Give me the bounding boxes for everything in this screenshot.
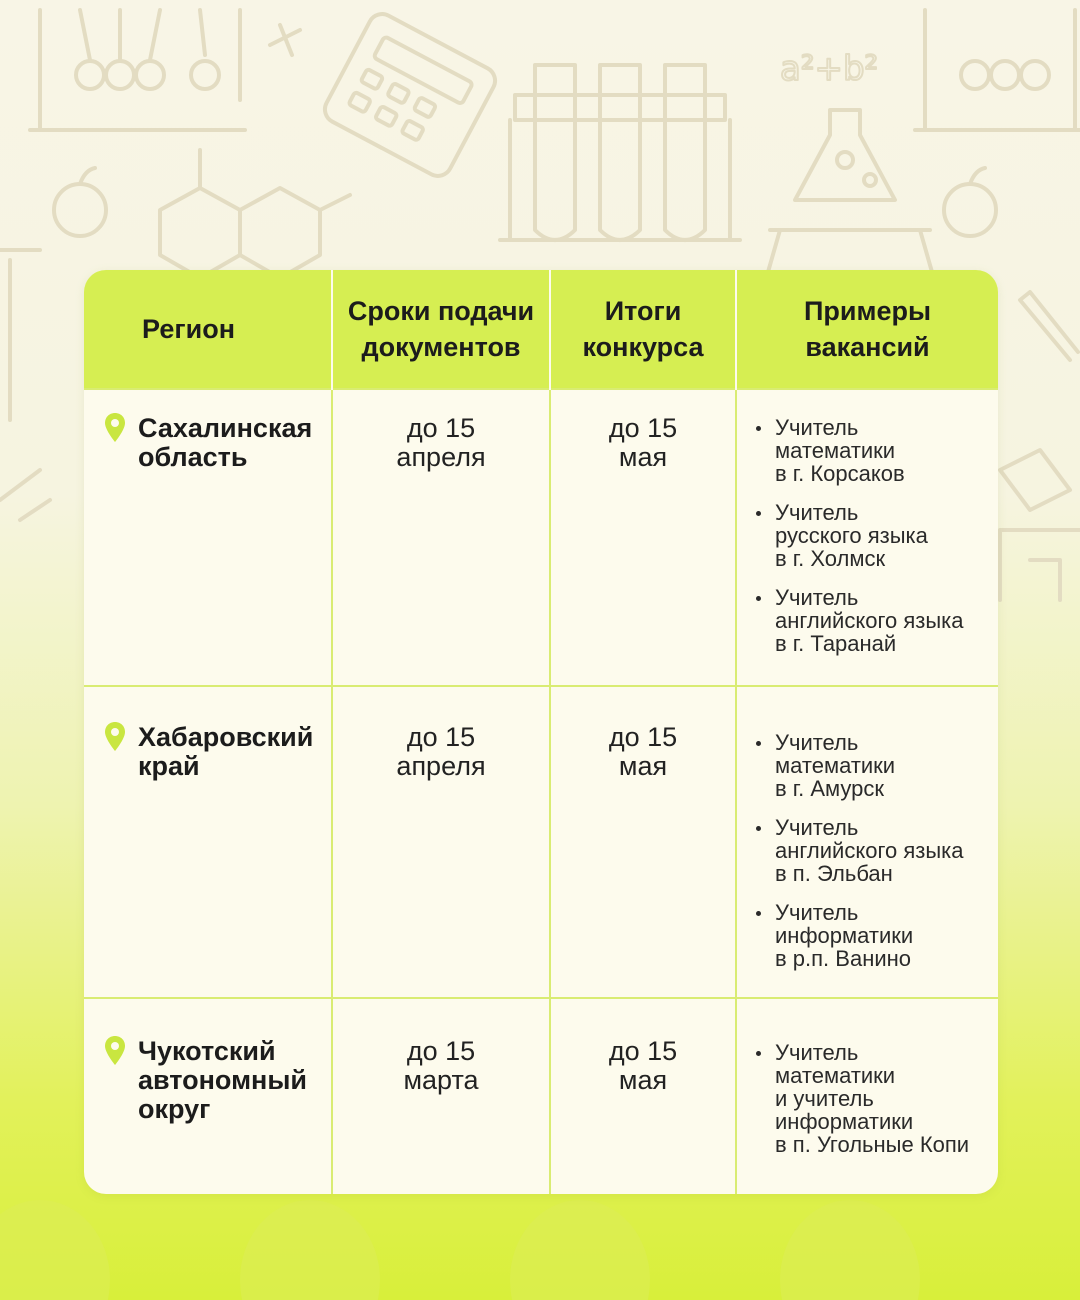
map-pin-icon [104, 1035, 126, 1067]
stand-doodle [0, 250, 50, 520]
vacancy-list [737, 390, 998, 655]
deadline-cell: до 15 марта [332, 998, 550, 1194]
region-name: Чукотский автономный округ [138, 1035, 308, 1124]
molecule-doodle [160, 150, 350, 278]
deadline-cell: до 15 апреля [332, 686, 550, 997]
vacancy-table [84, 270, 998, 1194]
vacancies-cell [736, 686, 998, 997]
newtons-cradle-doodle-right [915, 10, 1080, 130]
vacancy-table-card [84, 270, 998, 1194]
region-cell [84, 389, 332, 686]
vacancies-cell [736, 389, 998, 686]
table-row [84, 686, 998, 997]
header-deadline: Сроки подачи документов [332, 270, 550, 389]
vacancy-list [737, 999, 998, 1156]
leaf-ornament [510, 1200, 650, 1300]
deadline-cell: до 15 апреля [332, 389, 550, 686]
plus-doodle [270, 25, 300, 55]
region-name: Хабаровский край [138, 722, 314, 782]
table-header [84, 270, 998, 389]
vacancy-list [737, 687, 998, 970]
leaf-ornament [0, 1200, 110, 1300]
results-cell: до 15 мая [550, 686, 736, 997]
leaf-ornament [780, 1200, 920, 1300]
apple-doodle-left [54, 168, 106, 236]
results-cell: до 15 мая [550, 998, 736, 1194]
table-row [84, 389, 998, 686]
vacancy-item: Учитель английского языка в г. Таранай [753, 586, 998, 655]
test-tubes-doodle [500, 65, 740, 240]
vacancy-item: Учитель математики и учитель информатики в п. Угольные Копи [753, 1041, 998, 1156]
vacancy-item: Учитель математики в г. Корсаков [753, 416, 998, 485]
region-name: Сахалинская область [138, 413, 313, 472]
map-pin-icon [104, 412, 126, 444]
region-cell [84, 686, 332, 997]
vacancies-cell [736, 998, 998, 1194]
header-vacancies: Примеры вакансий [736, 270, 998, 389]
region-cell [84, 998, 332, 1194]
vacancy-item: Учитель математики в г. Амурск [753, 731, 998, 800]
map-pin-icon [104, 721, 126, 753]
apple-doodle-right [944, 168, 996, 236]
vacancy-item: Учитель английского языка в п. Эльбан [753, 816, 998, 885]
formula-doodle: a²+b² [780, 49, 879, 89]
results-cell: до 15 мая [550, 389, 736, 686]
calculator-doodle [320, 9, 500, 181]
table-row [84, 998, 998, 1194]
leaf-ornament [240, 1200, 380, 1300]
header-region: Регион [84, 270, 332, 389]
pencil-doodle [1020, 292, 1078, 360]
newtons-cradle-doodle-left [30, 10, 245, 130]
vacancy-item: Учитель русского языка в г. Холмск [753, 501, 998, 570]
header-results: Итоги конкурса [550, 270, 736, 389]
lab-doodle-right [1000, 450, 1080, 600]
vacancy-item: Учитель информатики в р.п. Ванино [753, 901, 998, 970]
